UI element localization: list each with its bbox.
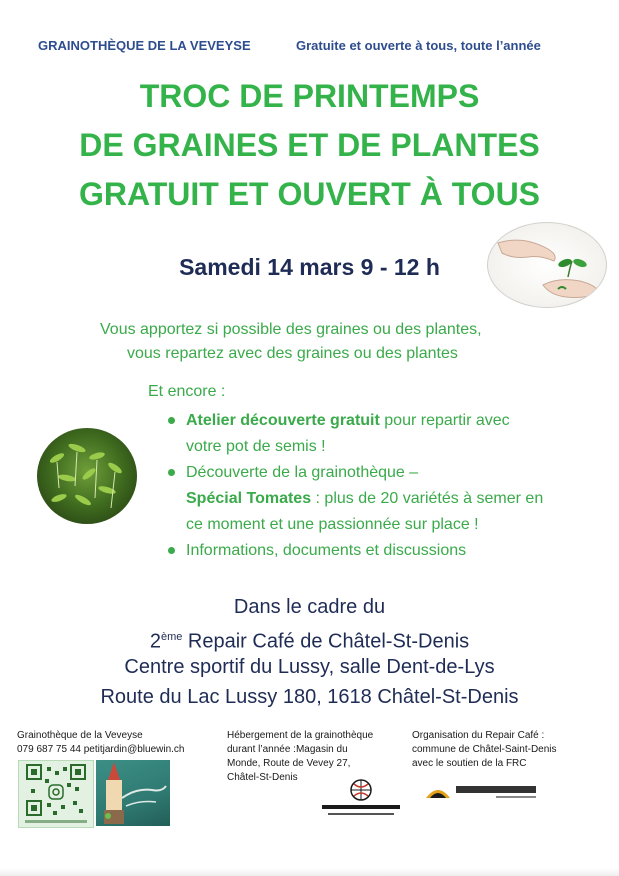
header-tagline: Gratuite et ouverte à tous, toute l’année bbox=[296, 38, 541, 53]
footer-contact: 079 687 75 44 petitjardin@bluewin.ch bbox=[17, 744, 185, 755]
page-bottom-edge bbox=[0, 868, 619, 876]
intro-line-1: Vous apportez si possible des graines ou des plantes, bbox=[100, 321, 482, 338]
bullet-icon bbox=[168, 547, 175, 554]
footer-organizer-line-3: avec le soutien de la FRC bbox=[412, 758, 527, 769]
venue-line-1: Dans le cadre du bbox=[233, 596, 386, 618]
tomatoes-label: Spécial Tomates bbox=[186, 490, 312, 507]
list-item bbox=[166, 538, 606, 564]
magasins-du-monde-logo bbox=[316, 778, 406, 822]
list-item bbox=[166, 460, 606, 538]
tomatoes-text-cont: ce moment et une passionnée sur place ! bbox=[186, 516, 479, 533]
header-organization: GRAINOTHÈQUE DE LA VEVEYSE bbox=[38, 38, 251, 53]
info-text: Informations, documents et discussions bbox=[186, 542, 467, 559]
extras-heading: Et encore : bbox=[148, 383, 226, 400]
event-date: Samedi 14 mars 9 - 12 h bbox=[179, 254, 440, 280]
footer-organizer-line-2: commune de Châtel-Saint-Denis bbox=[412, 744, 557, 755]
venue-event-name: Repair Café de Châtel-St-Denis bbox=[182, 630, 470, 653]
qr-code-image bbox=[18, 760, 94, 828]
list-item bbox=[166, 408, 606, 460]
venue-edition-number: 2 bbox=[149, 630, 161, 653]
bullet-icon bbox=[168, 469, 175, 476]
footer-hosting-line-1: Hébergement de la grainothèque bbox=[227, 730, 374, 741]
grainotheque-photo bbox=[96, 760, 170, 826]
footer-hosting-line-3: Monde, Route de Vevey 27, bbox=[227, 758, 351, 769]
bullet-icon bbox=[168, 417, 175, 424]
title-line-2: DE GRAINES ET DE PLANTES bbox=[79, 127, 540, 163]
tomatoes-text: : plus de 20 variétés à semer en bbox=[311, 490, 544, 507]
title-line-1: TROC DE PRINTEMPS bbox=[139, 78, 480, 114]
footer-organizer-line-1: Organisation du Repair Café : bbox=[412, 730, 545, 741]
footer-organization: Grainothèque de la Veveyse bbox=[17, 730, 143, 741]
extras-list bbox=[166, 408, 606, 564]
intro-line-2: vous repartez avec des graines ou des plantes bbox=[127, 345, 458, 362]
chatel-st-denis-logo bbox=[424, 778, 554, 806]
venue-line-3: Centre sportif du Lussy, salle Dent-de-Lys bbox=[124, 656, 495, 678]
venue-line-4: Route du Lac Lussy 180, 1618 Châtel-St-Denis bbox=[100, 686, 519, 708]
venue-edition-suffix: ème bbox=[160, 631, 183, 643]
seedlings-image bbox=[37, 428, 137, 524]
footer-hosting-line-2: durant l’année :Magasin du bbox=[227, 744, 348, 755]
workshop-text: pour repartir avec bbox=[379, 412, 510, 429]
title-line-3: GRATUIT ET OUVERT À TOUS bbox=[78, 176, 541, 212]
discovery-text: Découverte de la grainothèque – bbox=[186, 464, 419, 481]
workshop-label: Atelier découverte gratuit bbox=[186, 412, 380, 429]
workshop-text-cont: votre pot de semis ! bbox=[186, 438, 326, 455]
footer-hosting-line-4: Châtel-St-Denis bbox=[227, 772, 298, 783]
